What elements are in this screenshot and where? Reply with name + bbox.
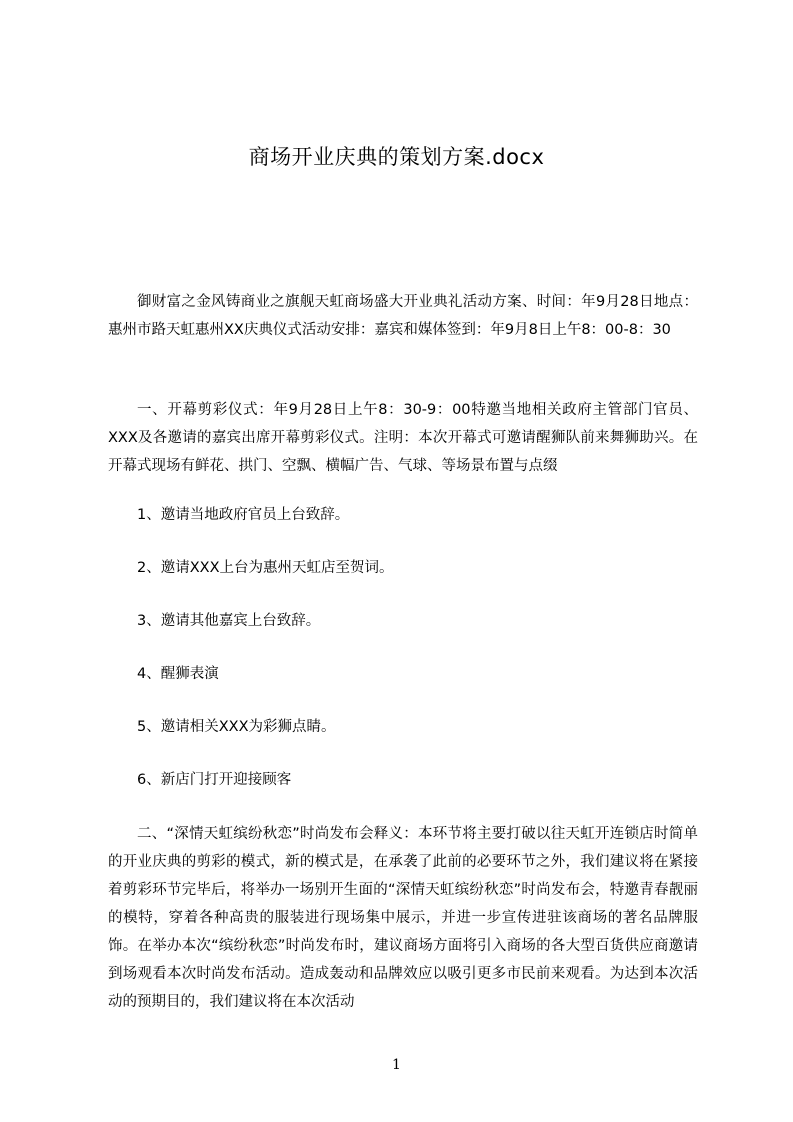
list-item: 4、醒狮表演 — [137, 666, 219, 682]
list-item: 3、邀请其他嘉宾上台致辞。 — [137, 613, 321, 629]
document-title: 商场开业庆典的策划方案.docx — [248, 145, 545, 169]
paragraph-opening-ceremony: 一、开幕剪彩仪式：年9月28日上午8：30-9：00特邀当地相关政府主管部门官员、XXX及各邀请的嘉宾出席开幕剪彩仪式。注明：本次开幕式可邀请醒狮队前来舞狮助兴。在开幕式现场有鲜花、拱门、空飘、横幅广告、气球、等场景布置与点缀 — [108, 402, 698, 474]
list-item: 2、邀请XXX上台为惠州天虹店至贺词。 — [137, 560, 394, 576]
list-item: 6、新店门打开迎接顾客 — [137, 772, 292, 788]
page-number: 1 — [392, 1057, 401, 1073]
paragraph-fashion-show: 二、“深情天虹缤纷秋恋”时尚发布会释义：本环节将主要打破以往天虹开连锁店时简单的开业庆典的剪彩的模式，新的模式是，在承袭了此前的必要环节之外，我们建议将在紧接着剪彩环节完毕后，将举办一场别开生面的“深情天虹缤纷秋恋”时尚发布会，特邀青春靓丽的模特，穿着各种高贵的服装进行现场集中展示，并进一步宣传进驻该商场的著名品牌服饰。在举办本次“缤纷秋恋”时尚发布时，建议商场方面将引入商场的各大型百货供应商邀请到场观看本次时尚发布活动。造成轰动和品牌效应以吸引更多市民前来观看。为达到本次活动的预期目的，我们建议将在本次活动 — [108, 826, 698, 1010]
list-item: 1、邀请当地政府官员上台致辞。 — [137, 507, 350, 523]
list-item: 5、邀请相关XXX为彩狮点睛。 — [137, 719, 336, 735]
paragraph-intro: 御财富之金风铸商业之旗舰天虹商场盛大开业典礼活动方案、时间：年9月28日地点：惠州市路天虹惠州XX庆典仪式活动安排：嘉宾和媒体签到：年9月8日上午8：00-8：30 — [108, 294, 698, 338]
